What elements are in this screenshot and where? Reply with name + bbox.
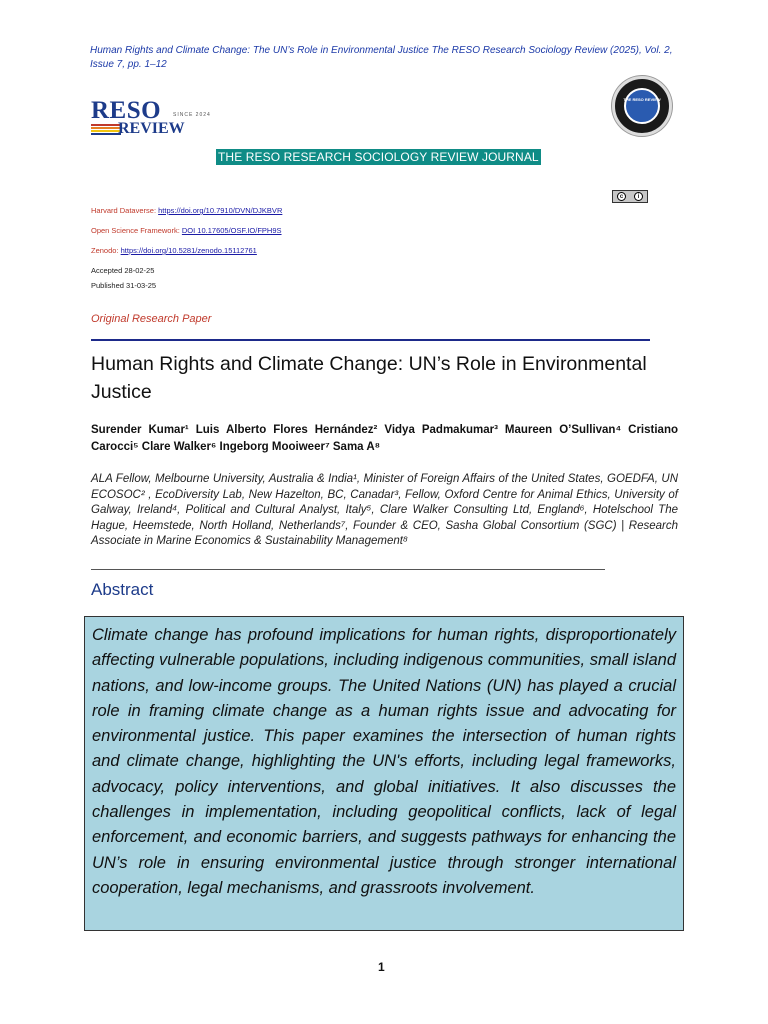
title-divider bbox=[91, 339, 650, 341]
cc-icon: c bbox=[617, 192, 626, 201]
osf-doi-link[interactable]: DOI 10.17605/OSF.IO/FPH9S bbox=[181, 226, 282, 235]
reso-review-logo bbox=[91, 97, 215, 140]
by-icon: i bbox=[634, 192, 643, 201]
osf-label: Open Science Framework: bbox=[91, 226, 180, 235]
logo-reso-text: RESO bbox=[91, 97, 162, 124]
logo-since-text: SINCE 2024 bbox=[173, 112, 211, 118]
section-divider bbox=[91, 569, 605, 570]
author-list: Surender Kumar¹ Luis Alberto Flores Hernández² Vidya Padmakumar³ Maureen O’Sullivan⁴ Cristiano Carocci⁵ Clare Walker⁶ Ingeborg Mooiweer⁷ Sama A⁸ bbox=[91, 424, 678, 453]
seal-book-icon bbox=[624, 88, 660, 124]
harvard-label: Harvard Dataverse: bbox=[91, 206, 157, 215]
logo-stripes-icon bbox=[91, 124, 121, 136]
journal-name-banner: THE RESO RESEARCH SOCIOLOGY REVIEW JOURNAL bbox=[218, 150, 539, 164]
harvard-dataverse-line bbox=[91, 206, 282, 216]
zenodo-doi-link[interactable]: https://doi.org/10.5281/zenodo.15112761 bbox=[120, 246, 257, 255]
accepted-date: Accepted 28-02-25 bbox=[91, 266, 155, 275]
abstract-text: Climate change has profound implications for human rights, disproportionately affecting vulnerable populations, including indigenous communities, small island nations, and low-income groups. The United Nations (UN) has played a crucial role in framing climate change as a human rights issue and advocating for environmental justice. This paper examines the intersection of human rights and climate change, highlighting the UN's efforts, including legal frameworks, advocacy, policy interventions, and global initiatives. It also discusses the challenges in implementation, including geopolitical conflicts, lack of legal enforcement, and economic barriers, and suggests pathways for enhancing the UN’s role in ensuring environmental justice through stronger international cooperation, legal mechanisms, and grassroots involvement. bbox=[92, 626, 676, 897]
cc-by-license-icon[interactable] bbox=[612, 190, 648, 203]
osf-line bbox=[91, 226, 282, 236]
author-affiliations: ALA Fellow, Melbourne University, Australia & India¹, Minister of Foreign Affairs of the United States, GOEDFA, UN ECOSOC² , EcoDiversity Lab, New Hazelton, BC, Canadar³, Fellow, Oxford Centre for Animal Ethics, University of Galway, Ireland⁴, Political and Cultural Analyst, Italy⁵, Clare Walker Consulting Ltd, England⁶, Hotelschool The Hague, Heemstede, North Holland, Netherlands⁷, Founder & CEO, Sasha Global Consortium (SGC) | Research Associate in Marine Economics & Sustainability Management⁸ bbox=[91, 473, 678, 547]
zenodo-label: Zenodo: bbox=[91, 246, 119, 255]
harvard-doi-link[interactable]: https://doi.org/10.7910/DVN/DJKBVR bbox=[158, 206, 283, 215]
running-header-citation: Human Rights and Climate Change: The UN’s Role in Environmental Justice The RESO Research Sociology Review (2025), Vol. 2, Issue 7, pp. 1–12 bbox=[90, 45, 673, 70]
abstract-box bbox=[84, 616, 684, 931]
abstract-heading: Abstract bbox=[91, 580, 154, 599]
zenodo-line bbox=[91, 246, 257, 256]
page-number: 1 bbox=[378, 960, 385, 974]
journal-seal-logo bbox=[612, 76, 672, 136]
paper-type-label: Original Research Paper bbox=[91, 313, 212, 325]
seal-text: THE RESO REVIEW bbox=[623, 97, 661, 102]
logo-review-text: REVIEW bbox=[118, 120, 185, 137]
published-date: Published 31-03-25 bbox=[91, 281, 157, 290]
paper-title: Human Rights and Climate Change: UN’s Role in Environmental Justice bbox=[91, 353, 647, 403]
